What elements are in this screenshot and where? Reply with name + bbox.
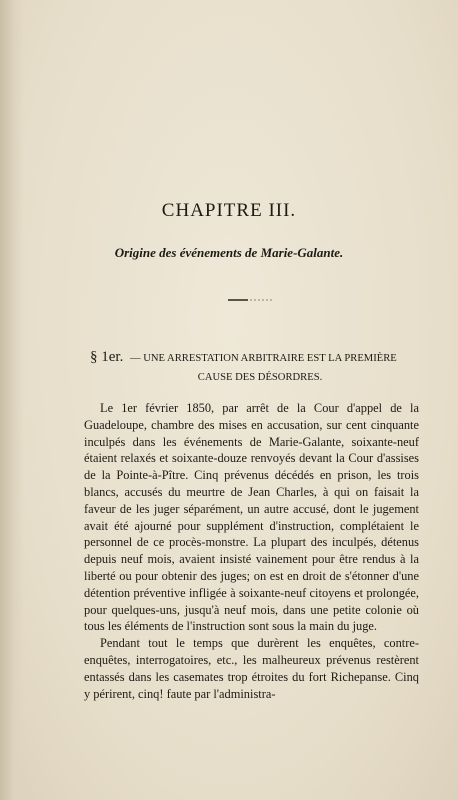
paragraph-2: Pendant tout le temps que durèrent les enquêtes, contre-enquêtes, interrogatoires, etc., les malheureux prévenus restèrent entassés dans les casemates trop étroites du fort Richepanse. Cinq y périrent, cinq! faute par l'administra- — [84, 636, 419, 701]
paragraph-1: Le 1er février 1850, par arrêt de la Cour d'appel de la Guadeloupe, chambre des mises en accusation, sur cent cinquante inculpés dans les événements de Marie-Galante, soixante-neuf étaient relaxés et soixante-douze renvoyés devant la Cour d'assises de la Pointe-à-Pître. Cinq prévenus décédés en prison, les trois blancs, accusés du meurtre de Jean Charles, à qui on faisait la faveur de les juger séparément, un autre accusé, dont le jugement avait été ajourné pour supplément d'instruction, complétaient le personnel de ce procès-monstre. La plupart des inculpés, détenus depuis neuf mois, avaient insisté vainement pour être rendus à la liberté ou pour obtenir des juges; on est en droit de s'étonner d'une détention préventive infligée à soixante-neuf citoyens et prolongée, pour quelques-uns, jusqu'à neuf mois, dans une petite colonie où tous les éléments de l'instruction sont sous la main du juge. — [84, 401, 419, 634]
ornament-divider — [228, 297, 274, 303]
section-number: § 1er. — [90, 349, 124, 365]
chapter-subtitle: Origine des événements de Marie-Galante. — [114, 245, 344, 260]
section-heading-line-2: CAUSE DES DÉSORDRES. — [197, 372, 323, 383]
section-heading — [90, 348, 410, 387]
chapter-title: CHAPITRE III. — [161, 200, 297, 221]
section-heading-line-1: — UNE ARRESTATION ARBITRAIRE EST LA PREMIÈRE — [129, 353, 397, 364]
page-gutter-shadow — [0, 0, 24, 800]
body-text — [84, 400, 419, 702]
